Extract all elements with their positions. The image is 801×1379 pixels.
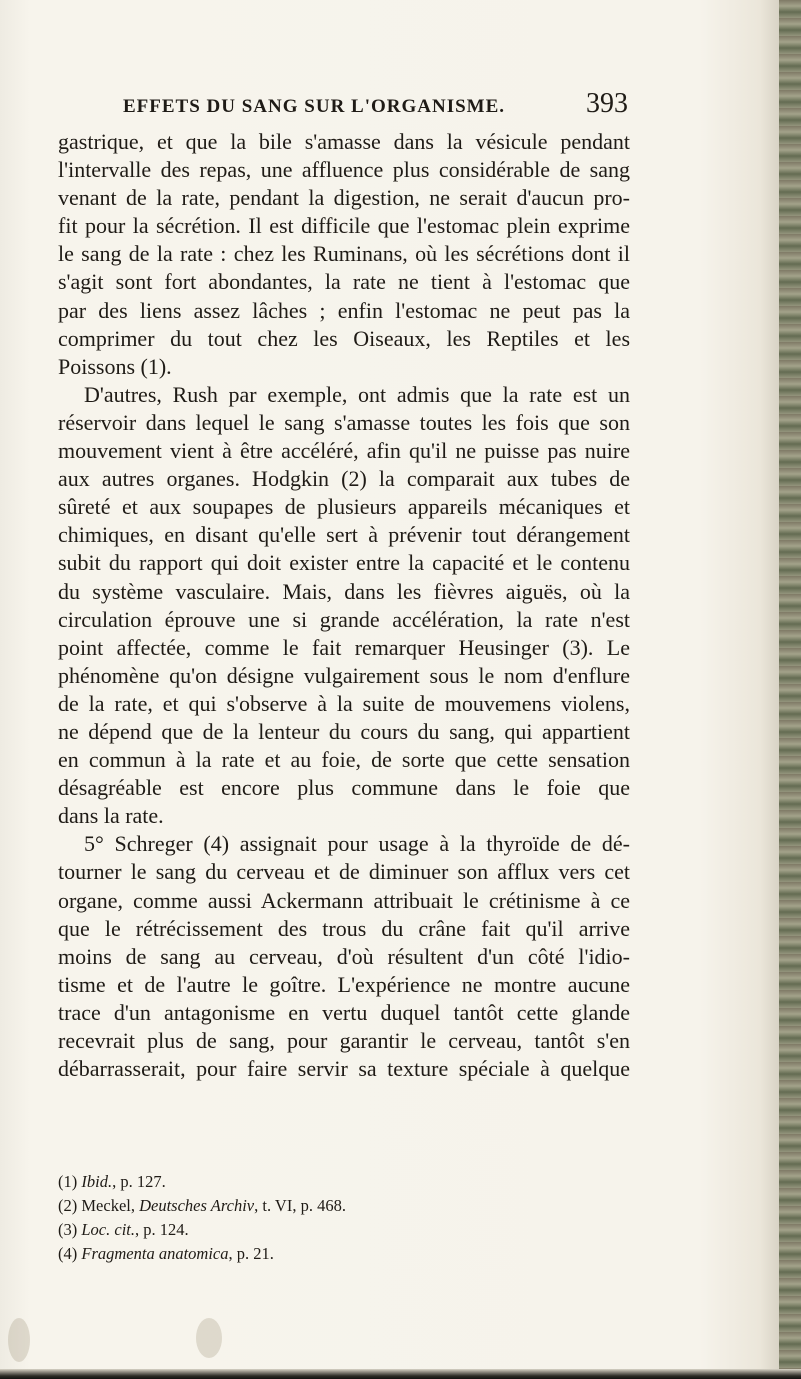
text-line: dans la rate. xyxy=(58,803,164,829)
footnote-detail: , p. 21. xyxy=(228,1244,274,1263)
text-line: s'agit sont fort abondantes, la rate ne tient à l'estomac que xyxy=(58,269,630,295)
text-line: chimiques, en disant qu'elle sert à prévenir tout dérangement xyxy=(58,522,630,548)
text-line: subit du rapport qui doit exister entre la capacité et le contenu xyxy=(58,550,630,576)
text-line: ne dépend que de la lenteur du cours du sang, qui appartient xyxy=(58,718,630,744)
text-line: circulation éprouve une si grande accélération, la rate n'est xyxy=(58,606,630,632)
text-line: de la rate, et qui s'observe à la suite de mouvemens violens, xyxy=(58,690,630,716)
text-line: organe, comme aussi Ackermann attribuait le crétinisme à ce xyxy=(58,887,630,913)
footnote-source: Ibid. xyxy=(81,1172,113,1191)
text-line: réservoir dans lequel le sang s'amasse toutes les fois que son xyxy=(58,409,630,435)
page-number: 393 xyxy=(586,88,628,119)
footnote-source: Loc. cit. xyxy=(81,1220,135,1239)
footnote-author: Meckel, xyxy=(81,1196,140,1215)
text-line: tisme et de l'autre le goître. L'expérience ne montre aucune xyxy=(58,971,630,997)
text-line: l'intervalle des repas, une affluence plus considérable de sang xyxy=(58,157,630,183)
footnote xyxy=(58,1170,630,1194)
footnote-number: (1) xyxy=(58,1172,82,1191)
text-line: trace d'un antagonisme en vertu duquel tantôt cette glande xyxy=(58,999,630,1025)
page-bottom-edge xyxy=(0,1369,801,1379)
text-line: le sang de la rate : chez les Ruminans, où les sécrétions dont il xyxy=(58,241,630,267)
text-line: phénomène qu'on désigne vulgairement sous le nom d'enflure xyxy=(58,662,630,688)
footnote-source: Fragmenta anatomica xyxy=(81,1244,229,1263)
text-line: venant de la rate, pendant la digestion, ne serait d'aucun pro- xyxy=(58,185,630,211)
footnote-detail: , p. 124. xyxy=(135,1220,189,1239)
text-line: du système vasculaire. Mais, dans les fièvres aiguës, où la xyxy=(58,578,630,604)
running-head xyxy=(123,88,628,124)
footnote-number: (4) xyxy=(58,1244,82,1263)
text-line: D'autres, Rush par exemple, ont admis que la rate est un xyxy=(84,381,630,407)
text-line: débarrasserait, pour faire servir sa texture spéciale à quelque xyxy=(58,1056,630,1082)
footnote-source: Deutsches Archiv xyxy=(139,1196,255,1215)
footnote-number: (3) xyxy=(58,1220,82,1239)
body-text xyxy=(58,128,630,1083)
paper-stain xyxy=(196,1318,222,1358)
text-line: en commun à la rate et au foie, de sorte que cette sensation xyxy=(58,747,630,773)
footnote xyxy=(58,1194,630,1218)
text-line: mouvement vient à être accéléré, afin qu'il ne puisse pas nuire xyxy=(58,438,630,464)
paper-stain xyxy=(8,1318,30,1362)
text-line: désagréable est encore plus commune dans le foie que xyxy=(58,775,630,801)
footnote xyxy=(58,1242,630,1266)
book-binding-edge xyxy=(779,0,801,1379)
text-line: moins de sang au cerveau, d'où résultent d'un côté l'idio- xyxy=(58,943,630,969)
text-line: par des liens assez lâches ; enfin l'estomac ne peut pas la xyxy=(58,297,630,323)
text-line: que le rétrécissement des trous du crâne fait qu'il arrive xyxy=(58,915,630,941)
footnote-number: (2) xyxy=(58,1196,82,1215)
running-head-title: EFFETS DU SANG SUR L'ORGANISME. xyxy=(123,96,506,117)
text-line: tourner le sang du cerveau et de diminuer son afflux vers cet xyxy=(58,859,630,885)
text-line: sûreté et aux soupapes de plusieurs appareils mécaniques et xyxy=(58,494,630,520)
footnote-detail: , p. 127. xyxy=(112,1172,166,1191)
text-line: 5° Schreger (4) assignait pour usage à la thyroïde de dé- xyxy=(84,831,630,857)
text-line: gastrique, et que la bile s'amasse dans la vésicule pendant xyxy=(58,129,630,154)
text-line: point affectée, comme le fait remarquer Heusinger (3). Le xyxy=(58,634,630,660)
text-line: Poissons (1). xyxy=(58,353,172,379)
text-line: aux autres organes. Hodgkin (2) la comparait aux tubes de xyxy=(58,466,630,492)
footnote xyxy=(58,1218,630,1242)
footnote-detail: , t. VI, p. 468. xyxy=(254,1196,346,1215)
text-line: fit pour la sécrétion. Il est difficile que l'estomac plein exprime xyxy=(58,213,630,239)
text-line: comprimer du tout chez les Oiseaux, les Reptiles et les xyxy=(58,325,630,351)
text-line: recevrait plus de sang, pour garantir le cerveau, tantôt s'en xyxy=(58,1028,630,1053)
footnotes xyxy=(58,1170,630,1266)
